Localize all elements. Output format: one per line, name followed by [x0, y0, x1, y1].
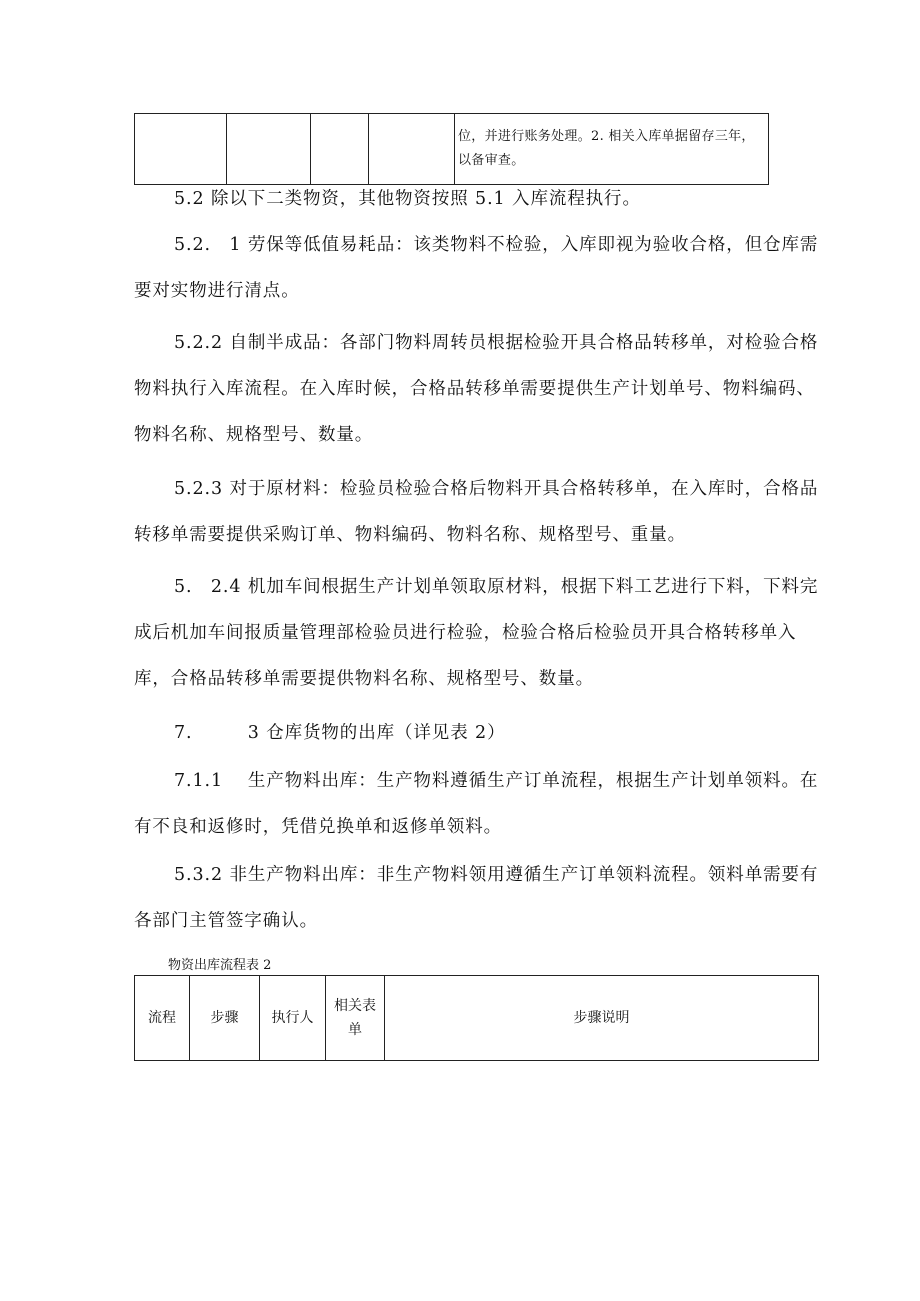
header-executor: 执行人	[260, 976, 326, 1061]
paragraph-5-2-3: 5.2.3 对于原材料：检验员检验合格后物料开具合格转移单，在入库时，合格品转移单需要提供采购订单、物料编码、物料名称、规格型号、重量。	[134, 479, 819, 545]
paragraph-5-2-4: 5. 2.4 机加车间根据生产计划单领取原材料，根据下料工艺进行下料，下料完成后机加车间报质量管理部检验员进行检验，检验合格后检验员开具合格转移单入库，合格品转移单需要提供物料名称、规格型号、数量。	[134, 577, 819, 689]
table-row	[135, 114, 769, 185]
paragraph-5-3-2: 5.3.2 非生产物料出库：非生产物料领用遵循生产订单领料流程。领料单需要有各部门主管签字确认。	[134, 865, 819, 931]
table-cell-description: 位，并进行账务处理。2. 相关入库单据留存三年，以备审查。	[455, 114, 769, 185]
header-flow: 流程	[135, 976, 190, 1061]
table-cell-executor	[311, 114, 369, 185]
inbound-process-table-continuation	[134, 113, 769, 185]
paragraph-7-1-1: 7.1.1 生产物料出库：生产物料遵循生产订单流程，根据生产计划单领料。在有不良和返修时，凭借兑换单和返修单领料。	[134, 771, 819, 837]
header-step-description: 步骤说明	[385, 976, 819, 1061]
header-related-forms: 相关表单	[326, 976, 385, 1061]
table-cell-step	[227, 114, 311, 185]
paragraph-5-2-1: 5.2. 1 劳保等低值易耗品：该类物料不检验，入库即视为验收合格，但仓库需要对实物进行清点。	[134, 235, 819, 301]
table-header-row	[135, 976, 819, 1061]
table-cell-flow	[135, 114, 227, 185]
paragraph-5-2-2: 5.2.2 自制半成品：各部门物料周转员根据检验开具合格品转移单，对检验合格物料执行入库流程。在入库时候，合格品转移单需要提供生产计划单号、物料编码、物料名称、规格型号、数量。	[134, 333, 819, 445]
paragraph-5-2: 5.2 除以下二类物资，其他物资按照 5.1 入库流程执行。	[174, 189, 641, 209]
table-caption: 物资出库流程表 2	[168, 958, 272, 973]
table-cell-forms	[369, 114, 455, 185]
header-step: 步骤	[190, 976, 260, 1061]
paragraph-7: 7. 3 仓库货物的出库（详见表 2）	[174, 723, 506, 743]
outbound-process-table	[134, 975, 819, 1061]
